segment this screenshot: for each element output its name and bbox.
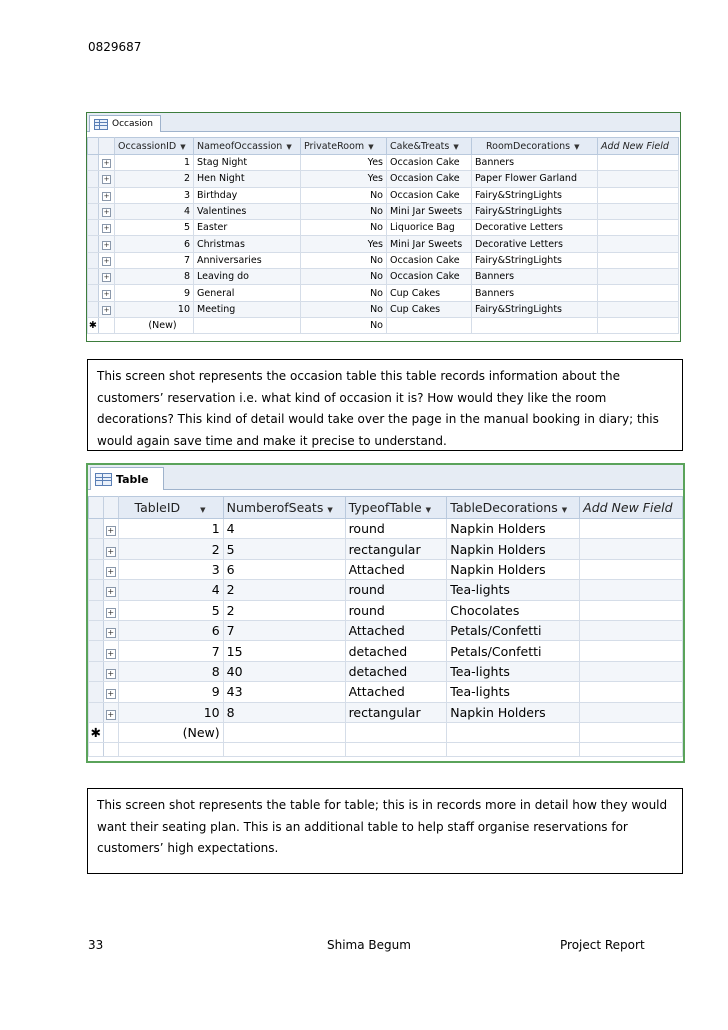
cell-tableid[interactable]: 8: [118, 661, 223, 681]
cell-tableid[interactable]: 1: [118, 519, 223, 539]
cell-tabledecorations[interactable]: Napkin Holders: [447, 702, 580, 722]
cell-tabledecorations[interactable]: Petals/Confetti: [447, 620, 580, 640]
record-selector[interactable]: [89, 641, 104, 661]
table-row[interactable]: [88, 155, 679, 171]
cell-numberofseats[interactable]: 43: [223, 682, 345, 702]
cell-privateroom[interactable]: No: [301, 220, 387, 236]
cell-occassionid[interactable]: 1: [115, 155, 194, 171]
table-row[interactable]: [88, 252, 679, 268]
record-selector[interactable]: [89, 702, 104, 722]
cell-add-new-field[interactable]: [598, 317, 679, 333]
table-icon: [95, 473, 112, 486]
dropdown-arrow-icon[interactable]: ▼: [180, 142, 186, 151]
blank-row: [89, 743, 683, 757]
record-selector[interactable]: [88, 187, 99, 203]
expand-plus-icon[interactable]: +: [103, 273, 110, 282]
cell-tabledecorations[interactable]: Napkin Holders: [447, 539, 580, 559]
cell-cake-treats[interactable]: Mini Jar Sweets: [387, 236, 472, 252]
cell-add-new-field[interactable]: [580, 661, 683, 681]
cell-privateroom[interactable]: No: [301, 187, 387, 203]
cell-nameofoccassion[interactable]: Christmas: [194, 236, 301, 252]
cell-add-new-field[interactable]: [598, 301, 679, 317]
cell-cake-treats[interactable]: Cup Cakes: [387, 301, 472, 317]
cell-numberofseats[interactable]: 7: [223, 620, 345, 640]
cell-nameofoccassion[interactable]: Birthday: [194, 187, 301, 203]
cell-nameofoccassion[interactable]: Anniversaries: [194, 252, 301, 268]
table-row[interactable]: [89, 519, 683, 539]
column-header-tableid[interactable]: TableID ▼: [118, 497, 223, 519]
cell-roomdecorations[interactable]: Fairy&StringLights: [472, 187, 598, 203]
cell-tabledecorations[interactable]: Napkin Holders: [447, 559, 580, 579]
expander-cell[interactable]: [103, 641, 118, 661]
cell-typeoftable[interactable]: Attached: [345, 620, 447, 640]
expander-cell[interactable]: [99, 285, 115, 301]
occasion-tabstrip: [87, 113, 680, 132]
cell-tableid[interactable]: 10: [118, 702, 223, 722]
table-icon: [94, 119, 108, 130]
expander-cell: [103, 722, 118, 742]
document-id: 0829687: [88, 40, 142, 54]
cell-add-new-field[interactable]: [580, 580, 683, 600]
expander-cell[interactable]: [99, 155, 115, 171]
expand-plus-icon[interactable]: +: [103, 305, 110, 314]
expand-plus-icon[interactable]: +: [103, 256, 110, 265]
select-all-cell[interactable]: [89, 497, 104, 519]
cell-privateroom[interactable]: Yes: [301, 171, 387, 187]
expand-plus-icon[interactable]: +: [107, 546, 115, 556]
column-header-numberofseats[interactable]: NumberofSeats ▼: [223, 497, 345, 519]
table-row[interactable]: [89, 539, 683, 559]
cell-tableid[interactable]: 3: [118, 559, 223, 579]
expand-plus-icon[interactable]: +: [107, 689, 115, 699]
expander-cell[interactable]: [103, 682, 118, 702]
footer-page-number: 33: [88, 938, 104, 952]
cell-typeoftable[interactable]: Attached: [345, 559, 447, 579]
cell-roomdecorations[interactable]: Fairy&StringLights: [472, 252, 598, 268]
occasion-datasheet: [86, 112, 681, 342]
cell-roomdecorations[interactable]: Paper Flower Garland: [472, 171, 598, 187]
expander-cell[interactable]: [99, 203, 115, 219]
cell-add-new-field[interactable]: [598, 203, 679, 219]
cell-typeoftable[interactable]: detached: [345, 661, 447, 681]
expander-cell[interactable]: [99, 171, 115, 187]
expand-plus-icon[interactable]: +: [103, 208, 110, 217]
record-selector[interactable]: [88, 301, 99, 317]
record-selector[interactable]: [88, 171, 99, 187]
table-row[interactable]: [89, 620, 683, 640]
cell-occassionid[interactable]: 7: [115, 252, 194, 268]
cell-cake-treats[interactable]: Occasion Cake: [387, 171, 472, 187]
cell-typeoftable[interactable]: rectangular: [345, 539, 447, 559]
expander-cell[interactable]: [99, 236, 115, 252]
blank-cell: [345, 743, 447, 757]
cell-nameofoccassion[interactable]: [194, 317, 301, 333]
cell-nameofoccassion[interactable]: Meeting: [194, 301, 301, 317]
table-row[interactable]: [88, 301, 679, 317]
cell-privateroom[interactable]: Yes: [301, 236, 387, 252]
column-header-nameofoccassion[interactable]: NameofOccassion ▼: [194, 138, 301, 155]
dropdown-arrow-icon[interactable]: ▼: [327, 506, 333, 514]
expand-plus-icon[interactable]: +: [103, 289, 110, 298]
cell-occassionid[interactable]: 2: [115, 171, 194, 187]
cell-tabledecorations[interactable]: Tea-lights: [447, 661, 580, 681]
cell-new-id[interactable]: (New): [115, 317, 194, 333]
cell-add-new-field[interactable]: [580, 600, 683, 620]
blank-cell: [89, 743, 104, 757]
cell-occassionid[interactable]: 5: [115, 220, 194, 236]
dropdown-arrow-icon[interactable]: ▼: [561, 506, 568, 514]
cell-add-new-field[interactable]: [598, 252, 679, 268]
cell-tableid[interactable]: 7: [118, 641, 223, 661]
cell-numberofseats[interactable]: [223, 722, 345, 742]
expand-plus-icon[interactable]: +: [103, 224, 110, 233]
table-row[interactable]: [89, 580, 683, 600]
blank-cell: [118, 743, 223, 757]
cell-roomdecorations[interactable]: Fairy&StringLights: [472, 203, 598, 219]
cell-tabledecorations[interactable]: [447, 722, 580, 742]
blank-cell: [580, 743, 683, 757]
record-selector[interactable]: [88, 220, 99, 236]
cell-typeoftable[interactable]: detached: [345, 641, 447, 661]
expand-plus-icon[interactable]: +: [107, 648, 115, 658]
expand-plus-icon[interactable]: +: [103, 191, 110, 200]
cell-nameofoccassion[interactable]: Valentines: [194, 203, 301, 219]
cell-tableid[interactable]: 4: [118, 580, 223, 600]
dropdown-arrow-icon[interactable]: ▼: [453, 142, 459, 151]
cell-privateroom[interactable]: Yes: [301, 155, 387, 171]
cell-roomdecorations[interactable]: Banners: [472, 155, 598, 171]
cell-add-new-field[interactable]: [580, 702, 683, 722]
cell-cake-treats[interactable]: Cup Cakes: [387, 285, 472, 301]
blank-cell: [223, 743, 345, 757]
cell-typeoftable[interactable]: round: [345, 519, 447, 539]
expand-plus-icon[interactable]: +: [107, 628, 115, 638]
cell-privateroom[interactable]: No: [301, 269, 387, 285]
seating-datasheet: [86, 463, 685, 763]
cell-nameofoccassion[interactable]: Easter: [194, 220, 301, 236]
column-header-add-new-field[interactable]: Add New Field: [598, 138, 679, 155]
table-row[interactable]: [88, 203, 679, 219]
cell-privateroom[interactable]: No: [301, 285, 387, 301]
cell-cake-treats[interactable]: Mini Jar Sweets: [387, 203, 472, 219]
expand-plus-icon[interactable]: +: [103, 240, 110, 249]
expand-plus-icon[interactable]: +: [107, 607, 115, 617]
column-header-roomdecorations[interactable]: RoomDecorations ▼: [472, 138, 598, 155]
cell-cake-treats[interactable]: Liquorice Bag: [387, 220, 472, 236]
cell-tabledecorations[interactable]: Chocolates: [447, 600, 580, 620]
expander-cell[interactable]: [103, 702, 118, 722]
cell-roomdecorations[interactable]: Banners: [472, 285, 598, 301]
cell-occassionid[interactable]: 10: [115, 301, 194, 317]
record-selector[interactable]: [89, 559, 104, 579]
record-selector[interactable]: [89, 580, 104, 600]
expander-cell[interactable]: [99, 269, 115, 285]
cell-occassionid[interactable]: 3: [115, 187, 194, 203]
table-row[interactable]: [89, 559, 683, 579]
cell-cake-treats[interactable]: Occasion Cake: [387, 187, 472, 203]
cell-add-new-field[interactable]: [580, 620, 683, 640]
cell-occassionid[interactable]: 9: [115, 285, 194, 301]
expander-cell[interactable]: [103, 559, 118, 579]
record-selector[interactable]: [88, 269, 99, 285]
record-selector[interactable]: [89, 620, 104, 640]
cell-typeoftable[interactable]: [345, 722, 447, 742]
cell-nameofoccassion[interactable]: Stag Night: [194, 155, 301, 171]
expander-cell[interactable]: [99, 252, 115, 268]
record-selector[interactable]: [88, 203, 99, 219]
tab-occasion[interactable]: [89, 115, 161, 132]
cell-roomdecorations[interactable]: Decorative Letters: [472, 236, 598, 252]
seating-header-row: [89, 497, 683, 519]
column-header-cake-treats[interactable]: Cake&Treats ▼: [387, 138, 472, 155]
cell-add-new-field[interactable]: [598, 171, 679, 187]
cell-tabledecorations[interactable]: Napkin Holders: [447, 519, 580, 539]
cell-add-new-field[interactable]: [580, 641, 683, 661]
expander-cell[interactable]: [103, 661, 118, 681]
cell-privateroom[interactable]: No: [301, 203, 387, 219]
expand-plus-icon[interactable]: +: [107, 587, 115, 597]
cell-roomdecorations[interactable]: Decorative Letters: [472, 220, 598, 236]
cell-add-new-field[interactable]: [580, 722, 683, 742]
cell-numberofseats[interactable]: 40: [223, 661, 345, 681]
cell-privateroom[interactable]: No: [301, 252, 387, 268]
table-row[interactable]: [89, 661, 683, 681]
cell-numberofseats[interactable]: 8: [223, 702, 345, 722]
cell-cake-treats[interactable]: Occasion Cake: [387, 252, 472, 268]
cell-typeoftable[interactable]: rectangular: [345, 702, 447, 722]
cell-add-new-field[interactable]: [580, 539, 683, 559]
table-row[interactable]: [89, 600, 683, 620]
dropdown-arrow-icon[interactable]: ▼: [200, 506, 206, 514]
expander-cell[interactable]: [99, 187, 115, 203]
occasion-grid: [87, 137, 679, 334]
table-row[interactable]: [88, 269, 679, 285]
new-record-star-icon[interactable]: ✱: [88, 317, 99, 333]
cell-add-new-field[interactable]: [598, 187, 679, 203]
cell-numberofseats[interactable]: 4: [223, 519, 345, 539]
dropdown-arrow-icon[interactable]: ▼: [574, 142, 580, 151]
expander-header: [103, 497, 118, 519]
seating-caption: This screen shot represents the table for table; this is in records more in detail how they would want their seating plan. This is an additional table to help staff organise reservations for customers’ high expectations.: [87, 788, 683, 874]
cell-tabledecorations[interactable]: Tea-lights: [447, 682, 580, 702]
blank-cell: [447, 743, 580, 757]
expand-plus-icon[interactable]: +: [107, 668, 115, 678]
dropdown-arrow-icon[interactable]: ▼: [368, 142, 374, 151]
footer-title: Project Report: [560, 938, 645, 952]
cell-add-new-field[interactable]: [598, 236, 679, 252]
cell-cake-treats[interactable]: [387, 317, 472, 333]
expander-cell[interactable]: [103, 539, 118, 559]
cell-add-new-field[interactable]: [580, 559, 683, 579]
cell-typeoftable[interactable]: round: [345, 600, 447, 620]
cell-typeoftable[interactable]: Attached: [345, 682, 447, 702]
cell-add-new-field[interactable]: [580, 519, 683, 539]
expand-plus-icon[interactable]: +: [107, 709, 115, 719]
cell-tableid[interactable]: 2: [118, 539, 223, 559]
cell-roomdecorations[interactable]: Banners: [472, 269, 598, 285]
cell-occassionid[interactable]: 8: [115, 269, 194, 285]
table-row[interactable]: [88, 236, 679, 252]
cell-new-id[interactable]: (New): [118, 722, 223, 742]
cell-add-new-field[interactable]: [598, 220, 679, 236]
cell-tabledecorations[interactable]: Tea-lights: [447, 580, 580, 600]
cell-occassionid[interactable]: 6: [115, 236, 194, 252]
seating-grid: [88, 496, 683, 757]
occasion-caption: This screen shot represents the occasion table this table records information about the customers’ reservation i.e. what kind of occasion it is? How would they like the room decorations? This kind of detail would take over the page in the manual booking in diary; this would again save time and make it precise to understand.: [87, 359, 683, 451]
expand-plus-icon[interactable]: +: [103, 159, 110, 168]
cell-privateroom[interactable]: No: [301, 301, 387, 317]
occasion-header-row: [88, 138, 679, 155]
cell-numberofseats[interactable]: 15: [223, 641, 345, 661]
expand-plus-icon[interactable]: +: [103, 175, 110, 184]
record-selector[interactable]: [89, 519, 104, 539]
cell-roomdecorations[interactable]: Fairy&StringLights: [472, 301, 598, 317]
record-selector[interactable]: [89, 600, 104, 620]
record-selector[interactable]: [89, 682, 104, 702]
seating-tabstrip: [88, 465, 683, 490]
dropdown-arrow-icon[interactable]: ▼: [425, 506, 432, 514]
column-header-typeoftable[interactable]: TypeofTable ▼: [345, 497, 447, 519]
expand-plus-icon[interactable]: +: [107, 526, 115, 536]
cell-add-new-field[interactable]: [598, 269, 679, 285]
table-row[interactable]: [88, 187, 679, 203]
footer-author: Shima Begum: [327, 938, 411, 952]
cell-nameofoccassion[interactable]: Leaving do: [194, 269, 301, 285]
record-selector[interactable]: [88, 285, 99, 301]
table-row[interactable]: [88, 285, 679, 301]
blank-cell: [103, 743, 118, 757]
table-row[interactable]: [88, 171, 679, 187]
record-selector[interactable]: [89, 661, 104, 681]
tab-occasion-label: Occasion: [112, 119, 153, 129]
cell-nameofoccassion[interactable]: Hen Night: [194, 171, 301, 187]
column-header-add-new-field[interactable]: Add New Field: [580, 497, 683, 519]
dropdown-arrow-icon[interactable]: ▼: [286, 142, 292, 151]
cell-add-new-field[interactable]: [598, 155, 679, 171]
new-record-star-icon[interactable]: ✱: [89, 722, 104, 742]
column-header-privateroom[interactable]: PrivateRoom ▼: [301, 138, 387, 155]
cell-numberofseats[interactable]: 2: [223, 580, 345, 600]
table-row[interactable]: [89, 682, 683, 702]
cell-tableid[interactable]: 5: [118, 600, 223, 620]
select-all-cell[interactable]: [88, 138, 99, 155]
expand-plus-icon[interactable]: +: [107, 566, 115, 576]
cell-cake-treats[interactable]: Occasion Cake: [387, 155, 472, 171]
cell-roomdecorations[interactable]: [472, 317, 598, 333]
table-row[interactable]: [89, 641, 683, 661]
new-record-row[interactable]: [89, 722, 683, 742]
cell-occassionid[interactable]: 4: [115, 203, 194, 219]
tab-table-label: Table: [116, 472, 149, 486]
expander-cell[interactable]: [103, 519, 118, 539]
column-header-occassionid[interactable]: OccassionID ▼: [115, 138, 194, 155]
expander-cell[interactable]: [99, 220, 115, 236]
cell-add-new-field[interactable]: [598, 285, 679, 301]
record-selector[interactable]: [88, 155, 99, 171]
expander-cell[interactable]: [103, 620, 118, 640]
table-row[interactable]: [88, 220, 679, 236]
cell-tableid[interactable]: 6: [118, 620, 223, 640]
table-row[interactable]: [89, 702, 683, 722]
cell-cake-treats[interactable]: Occasion Cake: [387, 269, 472, 285]
expander-header: [99, 138, 115, 155]
cell-numberofseats[interactable]: 6: [223, 559, 345, 579]
tab-table[interactable]: [90, 467, 164, 490]
cell-nameofoccassion[interactable]: General: [194, 285, 301, 301]
record-selector[interactable]: [89, 539, 104, 559]
cell-tabledecorations[interactable]: Petals/Confetti: [447, 641, 580, 661]
expander-cell[interactable]: [103, 580, 118, 600]
record-selector[interactable]: [88, 236, 99, 252]
cell-add-new-field[interactable]: [580, 682, 683, 702]
new-record-row[interactable]: [88, 317, 679, 333]
cell-typeoftable[interactable]: round: [345, 580, 447, 600]
expander-cell[interactable]: [99, 301, 115, 317]
expander-cell: [99, 317, 115, 333]
cell-tableid[interactable]: 9: [118, 682, 223, 702]
cell-privateroom[interactable]: No: [301, 317, 387, 333]
cell-numberofseats[interactable]: 5: [223, 539, 345, 559]
expander-cell[interactable]: [103, 600, 118, 620]
cell-numberofseats[interactable]: 2: [223, 600, 345, 620]
record-selector[interactable]: [88, 252, 99, 268]
column-header-tabledecorations[interactable]: TableDecorations ▼: [447, 497, 580, 519]
